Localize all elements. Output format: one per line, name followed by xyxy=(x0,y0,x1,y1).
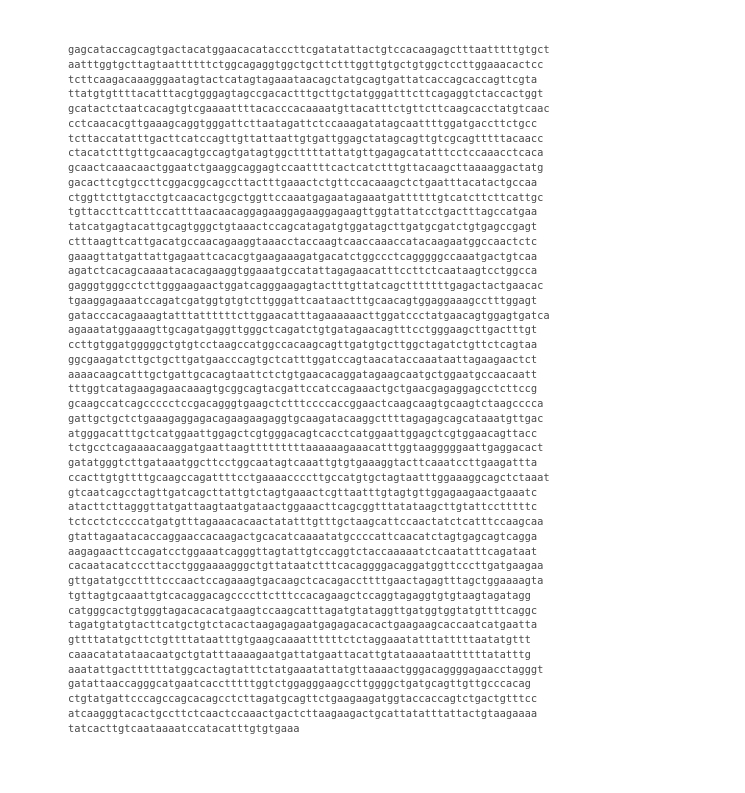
sequence-line: gatattaaccagggcatgaatcacctttttggtctggagggaagccttggggctgatgcagttgttgcccacag xyxy=(68,678,531,691)
sequence-line: agaaatatggaaagttgcagatgaggttgggctcagatctgtgatagaacagtttcctgggaagcttgactttgt xyxy=(68,324,538,337)
sequence-line: tatcacttgtcaataaaatccatacatttgtgtgaaa xyxy=(68,722,300,735)
sequence-line: tgttagtgcaaattgtcacaggacagccccttctttccacagaagctccaggtagaggtgtgtaagtagatagg xyxy=(68,589,531,602)
sequence-line: aatttggtgcttagtaattttttctggcagaggtggctgcttctttggttgtgctgtggctccttggaaacactcc xyxy=(68,58,544,71)
sequence-line: ctggttcttgtacctgtcaacactgcgctggttccaaatgagaatagaaatgattttttgtcatcttcttcattgc xyxy=(68,191,544,204)
sequence-line: gttgatatgccttttcccaactccagaaagtgacaagctcacagaccttttgaactagagtttagctggaaaagta xyxy=(68,575,544,587)
sequence-line: gatatgggtcttgataaatggcttcctggcaatagtcaaattgtgtgaaaggtacttcaaatccttgaagattta xyxy=(68,457,538,469)
sequence-line: aagagaacttccagatcctggaaatcagggttagtattgtccaggtctaccaaaaatctcaatatttcagataat xyxy=(68,545,538,558)
sequence-line: gagggtgggcctcttgggaagaactggatcagggaagagtactttgttatcagctttttttgagactactgaacac xyxy=(68,280,544,292)
sequence-line: gattgctgctctgaaagaggagacagaagaagaggtgcaagatacaaggcttttagagagcagcataaatgttgac xyxy=(68,412,544,425)
sequence-line: tatcatgagtacattgcagtgggctgtaaactccagcatagatgtggatagcttgatgcgatctgtgagccgagt xyxy=(68,221,538,233)
sequence-line: aaaacaagcatttgctgattgcacagtaattctctgtgaacacaggatagaagcaatgctggaatgccaacaatt xyxy=(68,368,538,381)
sequence-line: cacaatacatcccttacctgggaaaagggctgttataatctttcacaggggacaggatggttcccttgatgaagaa xyxy=(68,560,544,573)
sequence-line: ctttaagttcattgacatgccaacagaaggtaaacctaccaagtcaaccaaaccatacaagaatggccaactctc xyxy=(68,235,538,248)
sequence-line: ttatgtgttttacatttacgtgggagtagccgacactttgcttgctatgggatttcttcagaggtctaccactggt xyxy=(68,88,544,101)
sequence-document xyxy=(68,43,738,736)
sequence-line: ggcgaagatcttgctgcttgatgaacccagtgctcatttggatccagtaacataccaaataattagaagaactct xyxy=(68,353,538,366)
sequence-line: ccttgtggatgggggctgtgtcctaagccatggccacaagcagttgatgtgcttggctagatctgttctcagtaa xyxy=(68,339,538,351)
sequence-line: ctacatctttgttgcaacagtgccagtgatagtggctttttattatgttgagagcatatttcctccaaacctcaca xyxy=(68,147,544,160)
sequence-line: gagcataccagcagtgactacatggaacacatacccttcgatatattactgtccacaagagctttaatttttgtgct xyxy=(68,44,550,56)
sequence-line: gcatactctaatcacagtgtcgaaaattttacacccacaaaatgttacatttctgttcttcaagcacctatgtcaac xyxy=(68,103,550,115)
sequence-line: tctcctctccccatgatgtttagaaacacaactatatttgtttgctaagcattccaactatctcatttccaagcaa xyxy=(68,516,544,528)
sequence-line: atacttcttagggttatgattaagtaatgataactggaaacttcagcggtttatataagcttgtattcctttttc xyxy=(68,501,538,514)
sequence-line: ctgtatgattcccagccagcacagcctcttagatgcagttctgaagaagatggtaccaccagtctgactgtttcc xyxy=(68,693,538,705)
sequence-line: tcttcaagacaaagggaatagtactcatagtagaaataacagctatgcagtgattatcaccagcaccagttcgta xyxy=(68,73,538,86)
sequence-line: catgggcactgtgggtagacacacatgaagtccaagcatttagatgtataggttgatggtggtatgttttcaggc xyxy=(68,604,538,617)
sequence-line: gttttatatgcttctgttttataatttgtgaagcaaaattttttctctaggaaatatttatttttaatatgttt xyxy=(68,634,531,646)
sequence-line: tcttaccatatttgacttcatccagttgttattaattgtgattggagctatagcagttgtcgcagtttttacaacc xyxy=(68,132,544,145)
sequence-line: tagatgtatgtacttcatgctgtctacactaagagagaatgagagacacactgaagaagcaccaatcatgaatta xyxy=(68,619,538,632)
sequence-line: tttggtcatagaagagaacaaagtgcggcagtacgattccatccagaaactgctgaacgagaggagcctcttccg xyxy=(68,383,538,396)
sequence-line: gcaactcaaacaactggaatctgaaggcaggagtccaattttcactcatctttgttacaagcttaaaaggactatg xyxy=(68,162,544,174)
sequence-line: gtcaatcagcctagttgatcagcttattgtctagtgaaactcgttaatttgtagtgttggagaagaactgaaatc xyxy=(68,486,538,499)
sequence-line: tgaaggagaaatccagatcgatggtgtgtcttgggattcaataactttgcaacagtggaggaaagcctttggagt xyxy=(68,294,538,307)
sequence-line: atgggacatttgctcatggaattggagctcgtgggacagtcacctcatggaattggagctcgtggaacagttacc xyxy=(68,427,538,440)
sequence-line: tgttaccttcatttccattttaacaacaggagaaggagaaggagaagttggtattatcctgactttagccatgaa xyxy=(68,206,538,219)
sequence-line: gatacccacagaaagtatttattttttcttggaacatttagaaaaaacttggatccctatgaacagtggagtgatca xyxy=(68,309,550,322)
sequence-line: caaacatatataacaatgctgtatttaaaagaatgattatgaattacattgtataaaataattttttatatttg xyxy=(68,648,531,661)
sequence-line: tctgcctcagaaaacaaggatgaattaagtttttttttaaaaaagaaacatttggtaagggggaattgaggacact xyxy=(68,442,544,455)
sequence-line: agatctcacagcaaaatacacagaaggtggaaatgccatattagagaacatttccttctcaataagtcctggcca xyxy=(68,265,538,278)
sequence-line: cctcaacacgttgaaagcaggtgggattcttaatagattctccaaagatatagcaattttggatgaccttctgcc xyxy=(68,117,538,130)
sequence-line: gcaagccatcagccccctccgacagggtgaagctctttccccaccggaactcaagcaagtgcaagtctaagcccca xyxy=(68,398,544,410)
sequence-line: ccacttgtgttttgcaagccagattttcctgaaaaccccttgccatgtgctagtaatttggaaaggcagctctaaat xyxy=(68,471,550,484)
sequence-line: atcaagggtacactgccttctcaactccaaactgactcttaagaagactgcattatatttattactgtaagaaaa xyxy=(68,707,538,720)
sequence-line: gtattagaatacaccaggaaccacaagactgcacatcaaaatatgccccattcaacatctagtgagcagtcagga xyxy=(68,530,538,543)
sequence-line: gacacttcgtgccttcggacggcagccttactttgaaactctgttccacaaagctctgaatttacatactgccaa xyxy=(68,176,538,189)
sequence-line: aaatattgacttttttatggcactagtatttctatgaaatattatgttaaaactgggacaggggagaacctagggt xyxy=(68,663,544,676)
sequence-line: gaaagttatgattattgagaattcacacgtgaagaaagatgacatctggccctcagggggccaaatgactgtcaa xyxy=(68,250,538,263)
